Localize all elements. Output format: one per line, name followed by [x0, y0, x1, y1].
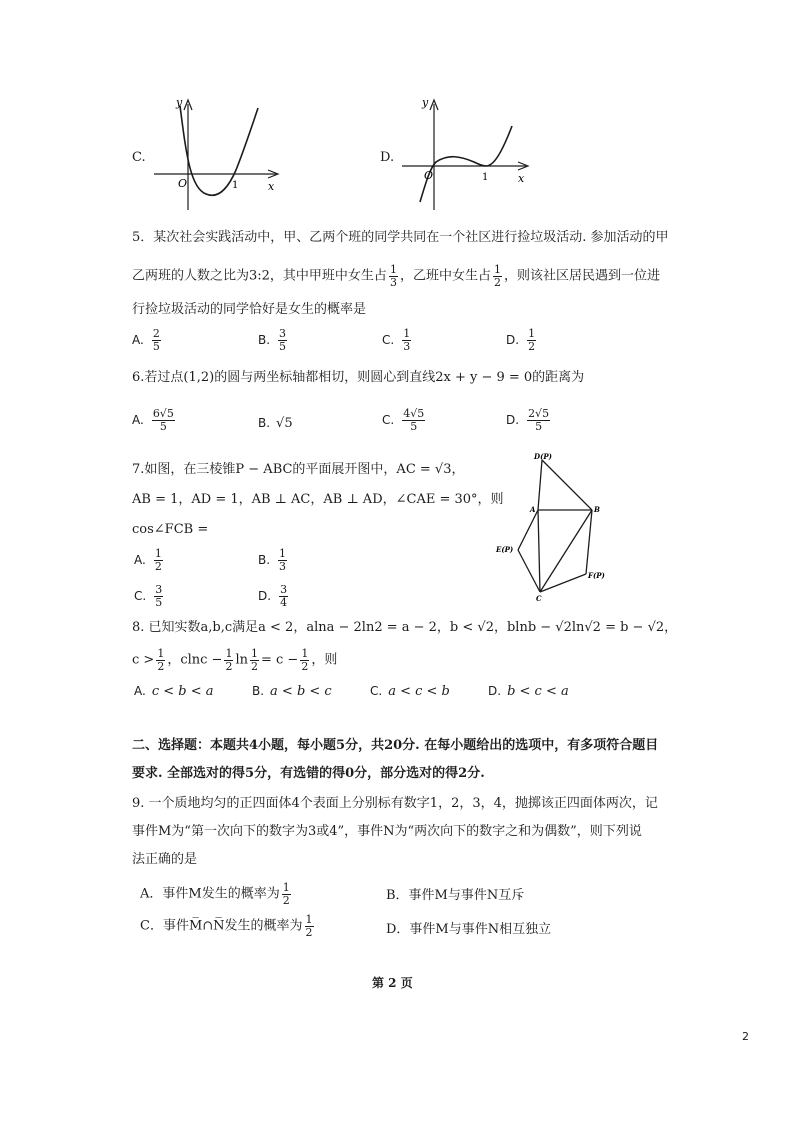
q5-option-c-label: C. [382, 332, 395, 347]
q5-option-d-frac [527, 328, 536, 352]
graph-c-y-label: y [176, 96, 183, 109]
q8-line-2 [132, 648, 337, 672]
page-number: 2 [742, 1030, 749, 1043]
q8-half-1-num: 1 [157, 647, 165, 660]
q6-option-d-frac [527, 408, 550, 432]
q7-option-c-den: 5 [155, 595, 163, 609]
q8-half-1 [156, 648, 165, 672]
q8-line-1: 8. 已知实数a,b,c满足a < 2，alna − 2ln2 = a − 2，b < √2，blnb − √2ln√2 = b − √2， [132, 620, 678, 635]
q6-option-a-den: 5 [159, 419, 167, 433]
edge-b-c [540, 510, 592, 592]
graph-d-label: D. [380, 150, 395, 165]
q9-option-a-frac [282, 882, 291, 906]
q8-option-d [488, 684, 569, 699]
q5-option-a-frac [152, 328, 161, 352]
q9-line-2: 事件M为“第一次向下的数字为3或4”，事件N为“两次向下的数字之和为偶数”，则下列说 [132, 824, 642, 839]
q6-option-d-label: D. [506, 412, 520, 427]
q7-option-b-num: 1 [279, 547, 287, 560]
q9-option-a-num: 1 [282, 881, 290, 894]
q6-option-c-num: 4√5 [403, 407, 425, 420]
fig-label-b: B [594, 505, 600, 514]
q5-option-c-den: 3 [403, 339, 411, 353]
q9-option-a [140, 882, 293, 906]
q6-text: 6.若过点(1,2)的圆与两坐标轴都相切，则圆心到直线2x + y − 9 = 0的距离为 [132, 370, 585, 385]
q8-half-4-den: 2 [301, 659, 309, 673]
q8-option-d-label: D. [488, 684, 502, 698]
q7-option-c-label: C. [134, 588, 147, 603]
q9-option-c-den: 2 [305, 925, 313, 939]
q6-option-c-den: 5 [410, 419, 418, 433]
q6-option-d-den: 5 [535, 419, 543, 433]
q5-option-b-den: 5 [279, 339, 287, 353]
q5-frac-1-den: 3 [389, 275, 397, 289]
edge-d-b [542, 460, 592, 510]
q6-option-a [132, 408, 177, 432]
q7-line-1: 7.如图，在三棱锥P − ABC的平面展开图中，AC = √3， [132, 462, 465, 477]
graph-d [398, 92, 538, 217]
q9-option-d: D．事件M与事件N相互独立 [386, 922, 552, 937]
graph-c-x-label: x [268, 180, 275, 193]
graph-d-one-label: 1 [482, 172, 489, 183]
q8-option-b-value: a < b < c [270, 684, 332, 699]
q8-half-4-num: 1 [301, 647, 309, 660]
q5-option-d-num: 1 [528, 327, 536, 340]
section-2-line-2: 要求. 全部选对的得5分，有选错的得0分，部分选对的得2分. [132, 766, 485, 781]
q7-option-c [134, 584, 165, 608]
q7-option-b [258, 548, 289, 572]
q9-option-c-num: 1 [305, 913, 313, 926]
graph-c-origin-label: O [178, 177, 188, 190]
edge-d-a [538, 460, 542, 510]
q8-half-4 [300, 648, 309, 672]
q5-option-a-den: 5 [152, 339, 160, 353]
q8-option-a [134, 684, 213, 699]
q5-option-d-den: 2 [528, 339, 536, 353]
fig-label-a: A [530, 505, 536, 514]
q8-half-3 [250, 648, 259, 672]
q5-line-1: 5．某次社会实践活动中，甲、乙两个班的同学共同在一个社区进行捡垃圾活动. 参加活动的甲 [132, 230, 669, 245]
q8-half-2 [224, 648, 233, 672]
q5-option-d [506, 328, 538, 352]
q5-line-2c: ，则该社区居民遇到一位进 [503, 268, 660, 284]
q5-option-b-num: 3 [279, 327, 287, 340]
q8-line-2b: ，clnc − [167, 652, 223, 668]
q5-option-a-label: A. [132, 332, 144, 347]
q7-option-a [134, 548, 165, 572]
q9-line-3: 法正确的是 [132, 852, 198, 867]
q7-line-2: AB = 1，AD = 1，AB ⊥ AC，AB ⊥ AD，∠CAE = 30°，则 [132, 492, 504, 507]
q5-option-a [132, 328, 163, 352]
graph-d-origin-label: O [424, 169, 434, 182]
q8-option-d-value: b < c < a [507, 684, 569, 699]
q7-option-d-num: 3 [280, 583, 288, 596]
q9-option-b: B．事件M与事件N互斥 [386, 888, 525, 903]
q5-line-2 [132, 264, 660, 288]
q5-frac-2 [493, 264, 502, 288]
edge-f-c [540, 574, 586, 592]
edge-e-c [518, 550, 540, 592]
q9-option-c [140, 914, 316, 938]
q7-option-d [258, 584, 290, 608]
q7-option-d-label: D. [258, 588, 272, 603]
graph-c-curve [180, 106, 258, 195]
q5-option-c-num: 1 [403, 327, 411, 340]
q6-option-a-label: A. [132, 412, 144, 427]
q7-option-a-num: 1 [154, 547, 162, 560]
graph-c-label: C. [132, 150, 146, 165]
q7-option-c-frac [154, 584, 163, 608]
q7-line-3: cos∠FCB = [132, 522, 209, 537]
fig-label-f: F(P) [588, 571, 605, 580]
q5-frac-1-num: 1 [389, 263, 397, 276]
q7-option-c-num: 3 [155, 583, 163, 596]
q9-option-c-text: C．事件M̅∩N̅发生的概率为 [140, 918, 303, 934]
q8-option-a-value: c < b < a [151, 684, 214, 699]
q5-line-2a: 乙两班的人数之比为3:2，其中甲班中女生占 [132, 268, 387, 284]
edge-a-e [518, 510, 538, 550]
graph-d-x-label: x [518, 172, 525, 185]
q8-option-b [252, 684, 332, 699]
q7-option-b-den: 3 [279, 559, 287, 573]
q8-half-2-num: 1 [225, 647, 233, 660]
q8-line-2d: = c − [260, 652, 299, 668]
q8-half-2-den: 2 [225, 659, 233, 673]
q8-half-3-den: 2 [250, 659, 258, 673]
q5-option-b-label: B. [258, 332, 271, 347]
q8-option-c-value: a < c < b [388, 684, 450, 699]
q5-option-d-label: D. [506, 332, 520, 347]
q8-option-c-label: C. [370, 684, 383, 698]
q5-option-b-frac [278, 328, 287, 352]
q8-line-2e: ，则 [311, 652, 338, 668]
q5-frac-2-den: 2 [493, 275, 501, 289]
q9-option-a-den: 2 [282, 893, 290, 907]
graph-c-one-label: 1 [232, 180, 239, 191]
q8-option-c [370, 684, 450, 699]
fig-label-d: D(P) [534, 452, 552, 461]
q5-option-a-num: 2 [152, 327, 160, 340]
q6-option-c-frac [402, 408, 425, 432]
edge-b-f [586, 510, 592, 574]
q5-option-c-frac [402, 328, 411, 352]
q7-option-b-frac [278, 548, 287, 572]
q5-line-3: 行捡垃圾活动的同学恰好是女生的概率是 [132, 302, 367, 317]
page-label: 第 2 页 [372, 976, 413, 990]
q7-option-a-label: A. [134, 552, 146, 567]
q6-option-b-label: B. [258, 416, 271, 430]
q8-line-2a: c > [132, 652, 155, 668]
q7-option-a-frac [154, 548, 163, 572]
q6-option-a-num: 6√5 [152, 407, 174, 420]
graph-c [150, 92, 290, 217]
edge-a-c [538, 510, 540, 592]
q6-option-b [258, 416, 293, 431]
q5-line-2b: ，乙班中女生占 [399, 268, 491, 284]
q6-option-d-num: 2√5 [528, 407, 550, 420]
q5-option-c [382, 328, 413, 352]
q9-option-a-text: A．事件M发生的概率为 [140, 886, 280, 902]
q6-option-d [506, 408, 552, 432]
graph-d-y-label: y [422, 96, 429, 109]
q7-option-d-den: 4 [280, 595, 288, 609]
q6-option-a-frac [152, 408, 175, 432]
q5-option-b [258, 328, 289, 352]
q8-line-2c: ln [235, 652, 248, 668]
q9-option-c-frac [305, 914, 314, 938]
q7-option-b-label: B. [258, 552, 271, 567]
q5-frac-2-num: 1 [493, 263, 501, 276]
q7-net-figure [490, 448, 630, 606]
fig-label-c: C [536, 594, 542, 603]
q6-option-c [382, 408, 427, 432]
q7-option-d-frac [279, 584, 288, 608]
q9-line-1: 9. 一个质地均匀的正四面体4个表面上分别标有数字1，2，3，4，抛掷该正四面体两次，记 [132, 796, 658, 811]
q6-option-c-label: C. [382, 412, 395, 427]
q8-option-b-label: B. [252, 684, 265, 698]
q8-half-3-num: 1 [250, 647, 258, 660]
section-2-line-1: 二、选择题：本题共4小题，每小题5分，共20分. 在每小题给出的选项中，有多项符合题目 [132, 738, 659, 753]
q8-half-1-den: 2 [157, 659, 165, 673]
q5-frac-1 [389, 264, 398, 288]
fig-label-e: E(P) [496, 545, 514, 554]
q8-option-a-label: A. [134, 684, 146, 698]
q6-option-b-value: √5 [276, 416, 293, 431]
q7-option-a-den: 2 [154, 559, 162, 573]
